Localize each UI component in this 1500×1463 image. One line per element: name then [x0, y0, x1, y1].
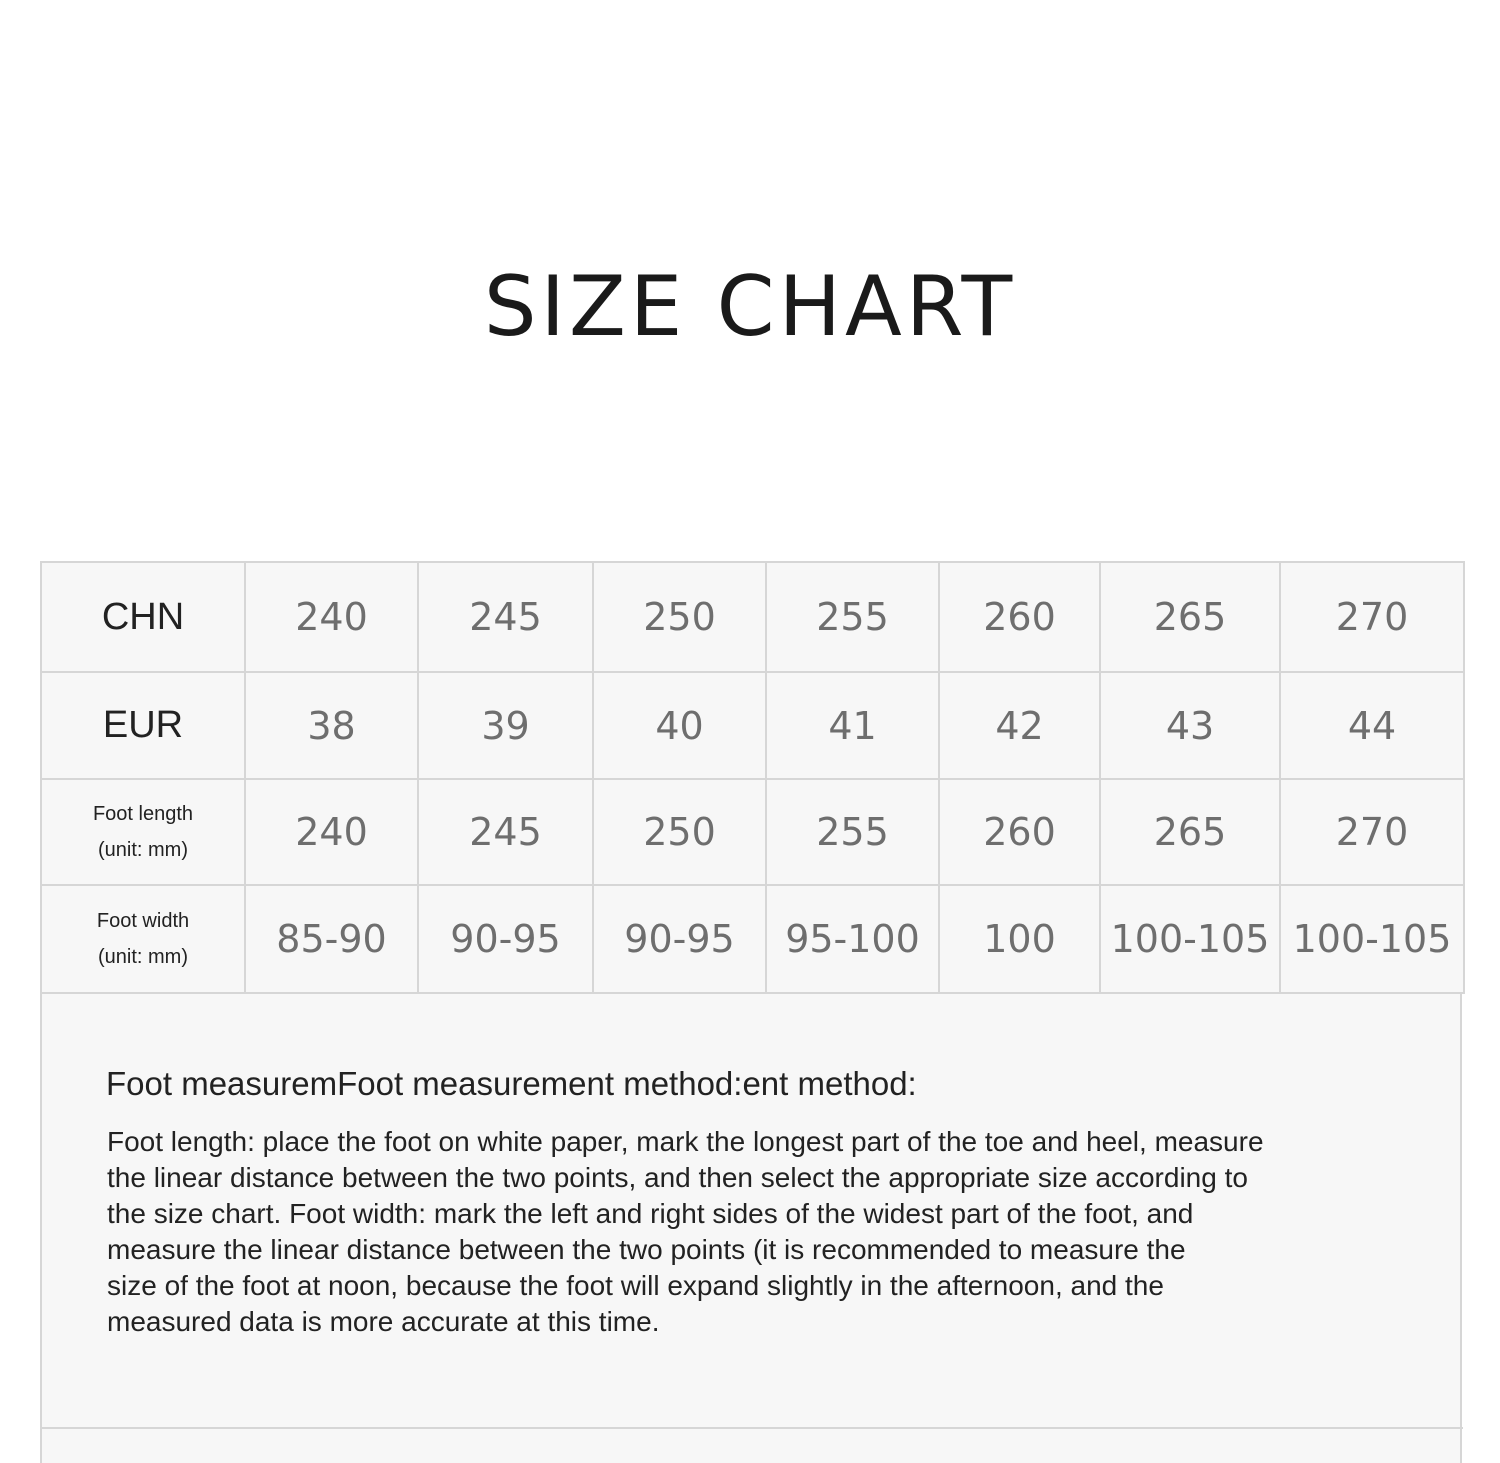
row-label-foot-length — [41, 779, 245, 885]
table-cell: 39 — [418, 672, 593, 779]
table-cell: 260 — [939, 562, 1100, 672]
row-label-unit: (unit: mm) — [98, 946, 188, 968]
table-cell: 265 — [1100, 779, 1280, 885]
table-cell: 270 — [1280, 562, 1464, 672]
table-cell: 85-90 — [245, 885, 418, 993]
table-cell: 90-95 — [418, 885, 593, 993]
table-cell: 43 — [1100, 672, 1280, 779]
row-label-eur: EUR — [41, 672, 245, 779]
row-label-unit: (unit: mm) — [98, 839, 188, 861]
row-label-line: Foot width — [96, 910, 190, 932]
row-label-foot-width — [41, 885, 245, 993]
table-cell: 100-105 — [1100, 885, 1280, 993]
table-cell: 245 — [418, 779, 593, 885]
page-title: SIZE CHART — [483, 258, 1017, 355]
table-cell: 255 — [766, 779, 939, 885]
divider — [40, 1427, 1463, 1429]
table-cell: 44 — [1280, 672, 1464, 779]
method-line: Foot length: place the foot on white paper, mark the longest part of the toe and heel, measure — [107, 1126, 1264, 1157]
row-label-chn: CHN — [41, 562, 245, 672]
table-cell: 240 — [245, 779, 418, 885]
table-cell: 90-95 — [593, 885, 766, 993]
table-cell: 260 — [939, 779, 1100, 885]
size-table — [40, 561, 1465, 994]
table-cell: 250 — [593, 562, 766, 672]
table-cell: 240 — [245, 562, 418, 672]
table-cell: 100 — [939, 885, 1100, 993]
table-cell: 41 — [766, 672, 939, 779]
table-cell: 255 — [766, 562, 939, 672]
measurement-method-heading: Foot measuremFoot measurement method:ent method: — [106, 1065, 917, 1102]
method-line: size of the foot at noon, because the foot will expand slightly in the afternoon, and the — [107, 1270, 1164, 1301]
table-cell: 100-105 — [1280, 885, 1464, 993]
method-line: measure the linear distance between the two points (it is recommended to measure the — [107, 1234, 1186, 1265]
table-cell: 250 — [593, 779, 766, 885]
table-cell: 95-100 — [766, 885, 939, 993]
method-line: measured data is more accurate at this time. — [107, 1306, 660, 1337]
measurement-method-text — [107, 1124, 1397, 1340]
table-cell: 40 — [593, 672, 766, 779]
method-line: the size chart. Foot width: mark the left and right sides of the widest part of the foot, and — [107, 1198, 1194, 1229]
method-line: the linear distance between the two points, and then select the appropriate size according to — [107, 1162, 1248, 1193]
table-cell: 265 — [1100, 562, 1280, 672]
table-cell: 38 — [245, 672, 418, 779]
table-cell: 42 — [939, 672, 1100, 779]
table-row-chn — [41, 562, 1464, 672]
row-label-line: Foot length — [92, 803, 194, 825]
table-row-eur — [41, 672, 1464, 779]
table-cell: 245 — [418, 562, 593, 672]
table-row-foot-length — [41, 779, 1464, 885]
table-cell: 270 — [1280, 779, 1464, 885]
table-row-foot-width — [41, 885, 1464, 993]
